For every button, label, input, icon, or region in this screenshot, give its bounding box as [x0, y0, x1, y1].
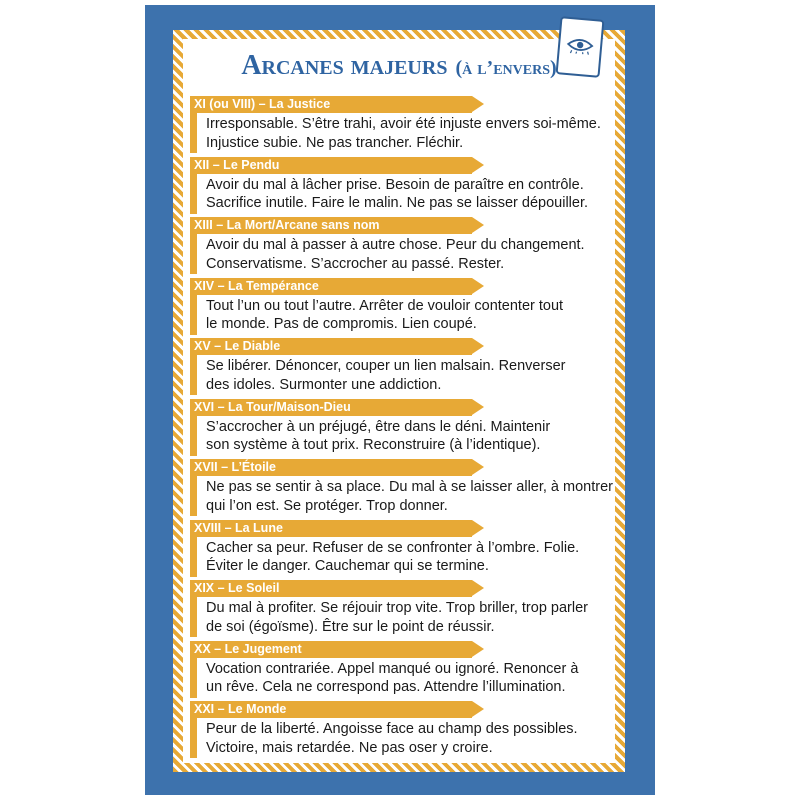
- description-line: Du mal à profiter. Se réjouir trop vite. Trop briller, trop parler: [206, 600, 588, 616]
- description-line: le monde. Pas de compromis. Lien coupé.: [206, 316, 477, 332]
- arcana-name-banner: XIX – Le Soleil: [190, 580, 472, 597]
- description-line: Avoir du mal à passer à autre chose. Peur du changement.: [206, 237, 585, 253]
- card-title: [183, 50, 615, 82]
- description-line: Victoire, mais retardée. Ne pas oser y croire.: [206, 739, 493, 756]
- title-subtitle: (à l’envers): [455, 57, 557, 79]
- arcana-description: [206, 418, 611, 455]
- description-line: Conservatisme. S’accrocher au passé. Rester.: [206, 255, 505, 272]
- arcana-name-banner: XV – Le Diable: [190, 338, 472, 355]
- title-main: Arcanes majeurs: [241, 50, 448, 81]
- description-line: Sacrifice inutile. Faire le malin. Ne pas se laisser dépouiller.: [206, 195, 589, 211]
- description-line: Se libérer. Dénoncer, couper un lien malsain. Renverser: [206, 358, 566, 374]
- arcana-entry: [190, 459, 622, 514]
- arcana-name-banner: XVIII – La Lune: [190, 520, 472, 537]
- description-line: de soi (égoïsme). Être sur le point de réussir.: [206, 618, 495, 635]
- arcana-side-bar: [190, 234, 197, 274]
- arcana-name-banner: XVII – L’Étoile: [190, 459, 472, 476]
- description-line: Cacher sa peur. Refuser de se confronter à l’ombre. Folie.: [206, 539, 580, 556]
- arcana-name-banner: XVI – La Tour/Maison-Dieu: [190, 399, 472, 416]
- arcana-entry: [190, 641, 622, 695]
- arcana-side-bar: [190, 658, 197, 698]
- arcana-description: [206, 660, 611, 697]
- arcana-name-banner: XIV – La Tempérance: [190, 278, 472, 295]
- arcana-entry: [190, 580, 622, 635]
- arcana-description: [206, 478, 611, 515]
- description-line: Tout l’un ou tout l’autre. Arrêter de vouloir contenter tout: [206, 297, 564, 314]
- arcana-side-bar: [190, 355, 197, 395]
- arcana-description: [206, 357, 611, 394]
- arcana-entry: [190, 338, 622, 393]
- arcana-entry: [190, 278, 622, 332]
- description-line: des idoles. Surmonter une addiction.: [206, 376, 442, 393]
- arcana-entry: [190, 520, 622, 574]
- arcana-name-banner: XI (ou VIII) – La Justice: [190, 96, 472, 113]
- arcana-side-bar: [190, 476, 197, 516]
- description-line: Injustice subie. Ne pas trancher. Fléchir.: [206, 134, 464, 151]
- description-line: Irresponsable. S’être trahi, avoir été injuste envers soi-même.: [206, 116, 601, 132]
- description-line: Vocation contrariée. Appel manqué ou ignoré. Renoncer à: [206, 660, 579, 677]
- arcana-side-bar: [190, 718, 197, 758]
- description-line: un rêve. Cela ne correspond pas. Attendre l’illumination.: [206, 679, 566, 695]
- arcana-name-banner: XX – Le Jugement: [190, 641, 472, 658]
- arcana-description: [206, 297, 611, 334]
- arcana-side-bar: [190, 597, 197, 637]
- arcana-entry: [190, 701, 622, 756]
- description-line: Peur de la liberté. Angoisse face au champ des possibles.: [206, 721, 578, 737]
- arcana-side-bar: [190, 416, 197, 456]
- arcana-description: [206, 176, 611, 213]
- arcana-description: [206, 599, 611, 636]
- arcana-description: [206, 115, 611, 152]
- description-line: Avoir du mal à lâcher prise. Besoin de paraître en contrôle.: [206, 176, 584, 193]
- arcana-side-bar: [190, 113, 197, 153]
- arcana-description: [206, 236, 611, 273]
- description-line: Ne pas se sentir à sa place. Du mal à se laisser aller, à montrer: [206, 479, 613, 495]
- description-line: Éviter le danger. Cauchemar qui se termine.: [206, 558, 489, 574]
- arcana-entry: [190, 157, 622, 211]
- arcana-description: [206, 720, 611, 757]
- arcana-name-banner: XXI – Le Monde: [190, 701, 472, 718]
- arcana-description: [206, 539, 611, 576]
- arcana-name-banner: XII – Le Pendu: [190, 157, 472, 174]
- arcana-entry: [190, 399, 622, 453]
- description-line: son système à tout prix. Reconstruire (à l’identique).: [206, 437, 541, 453]
- arcana-name-banner: XIII – La Mort/Arcane sans nom: [190, 217, 472, 234]
- arcana-side-bar: [190, 295, 197, 335]
- arcana-entry: [190, 96, 622, 151]
- arcana-side-bar: [190, 174, 197, 214]
- description-line: qui l’on est. Se protéger. Trop donner.: [206, 497, 448, 514]
- description-line: S’accrocher à un préjugé, être dans le déni. Maintenir: [206, 418, 551, 435]
- arcana-side-bar: [190, 537, 197, 577]
- arcana-entry: [190, 217, 622, 272]
